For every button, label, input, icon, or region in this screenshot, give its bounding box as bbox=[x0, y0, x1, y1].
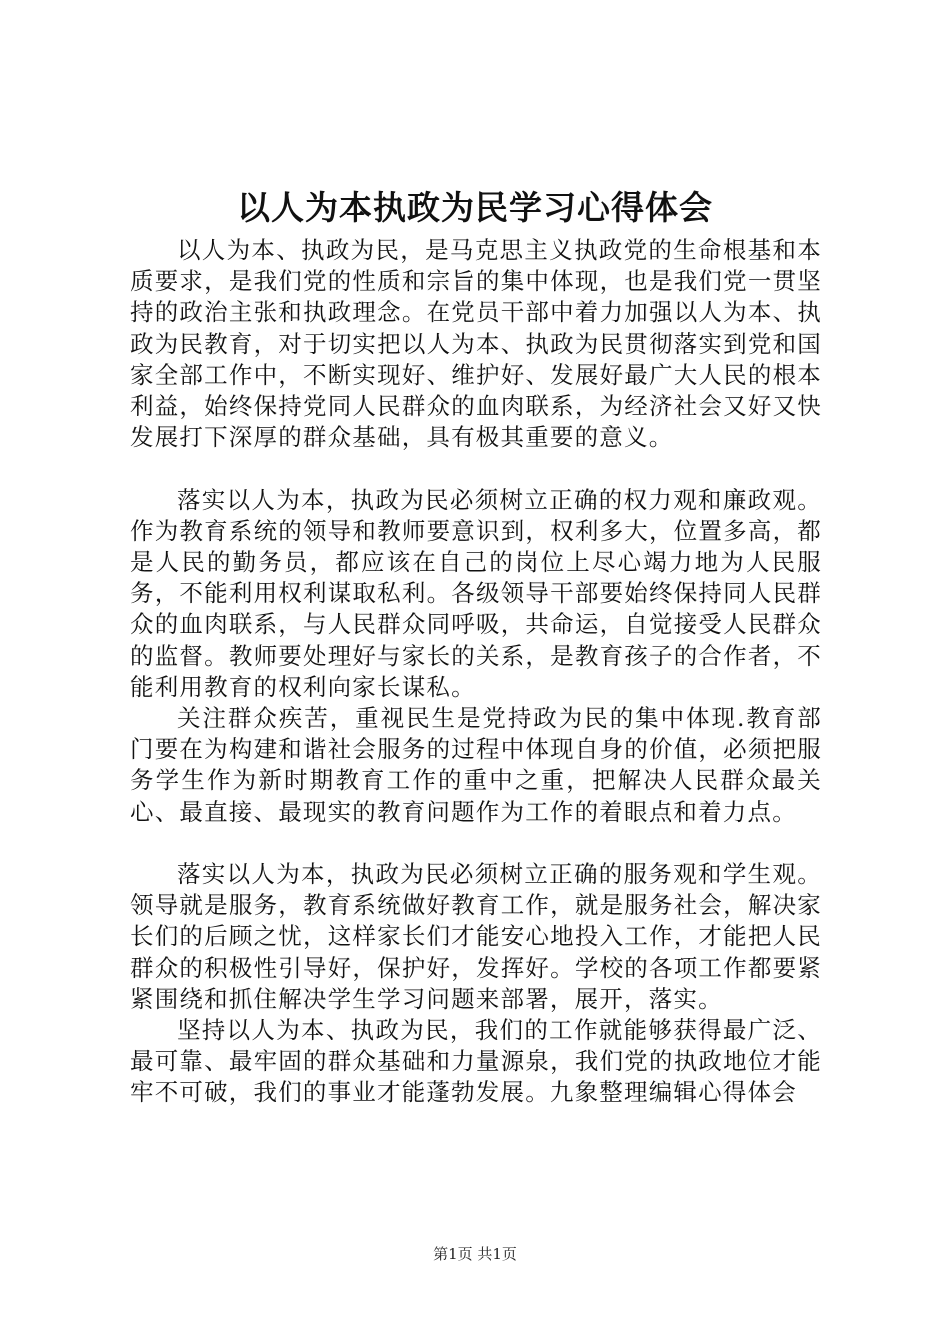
paragraph-gap bbox=[130, 828, 822, 859]
paragraph-1: 以人为本、执政为民，是马克思主义执政党的生命根基和本质要求，是我们党的性质和宗旨的集中体现，也是我们党一贯坚持的政治主张和执政理念。在党员干部中着力加强以人为本、执政为民教育，对于切实把以人为本、执政为民贯彻落实到党和国家全部工作中，不断实现好、维护好、发展好最广大人民的根本利益，始终保持党同人民群众的血肉联系，为经济社会又好又快发展打下深厚的群众基础，具有极其重要的意义。 bbox=[130, 236, 822, 452]
paragraph-gap bbox=[130, 453, 822, 484]
paragraph-5: 坚持以人为本、执政为民，我们的工作就能够获得最广泛、最可靠、最牢固的群众基础和力量源泉，我们党的执政地位才能牢不可破，我们的事业才能蓬勃发展。九象整理编辑心得体会 bbox=[130, 1016, 822, 1107]
paragraph-3: 关注群众疾苦，重视民生是党持政为民的集中体现.教育部门要在为构建和谐社会服务的过程中体现自身的价值，必须把服务学生作为新时期教育工作的重中之重，把解决人民群众最关心、最直接、最现实的教育问题作为工作的着眼点和着力点。 bbox=[130, 704, 822, 826]
document-title: 以人为本执政为民学习心得体会 bbox=[237, 188, 713, 227]
paragraph-2: 落实以人为本，执政为民必须树立正确的权力观和廉政观。作为教育系统的领导和教师要意识到，权利多大，位置多高，都是人民的勤务员，都应该在自己的岗位上尽心竭力地为人民服务，不能利用权利谋取私利。各级领导干部要始终保持同人民群众的血肉联系，与人民群众同呼吸，共命运，自觉接受人民群众的监督。教师要处理好与家长的关系，是教育孩子的合作者，不能利用教育的权利向家长谋私。 bbox=[130, 485, 822, 701]
paragraph-4: 落实以人为本，执政为民必须树立正确的服务观和学生观。领导就是服务，教育系统做好教育工作，就是服务社会，解决家长们的后顾之忧，这样家长们才能安心地投入工作，才能把人民群众的积极性引导好，保护好，发挥好。学校的各项工作都要紧紧围绕和抓住解决学生学习问题来部署，展开，落实。 bbox=[130, 860, 822, 1013]
document-body bbox=[130, 235, 822, 1109]
page-footer: 第1页 共1页 bbox=[433, 1245, 517, 1263]
